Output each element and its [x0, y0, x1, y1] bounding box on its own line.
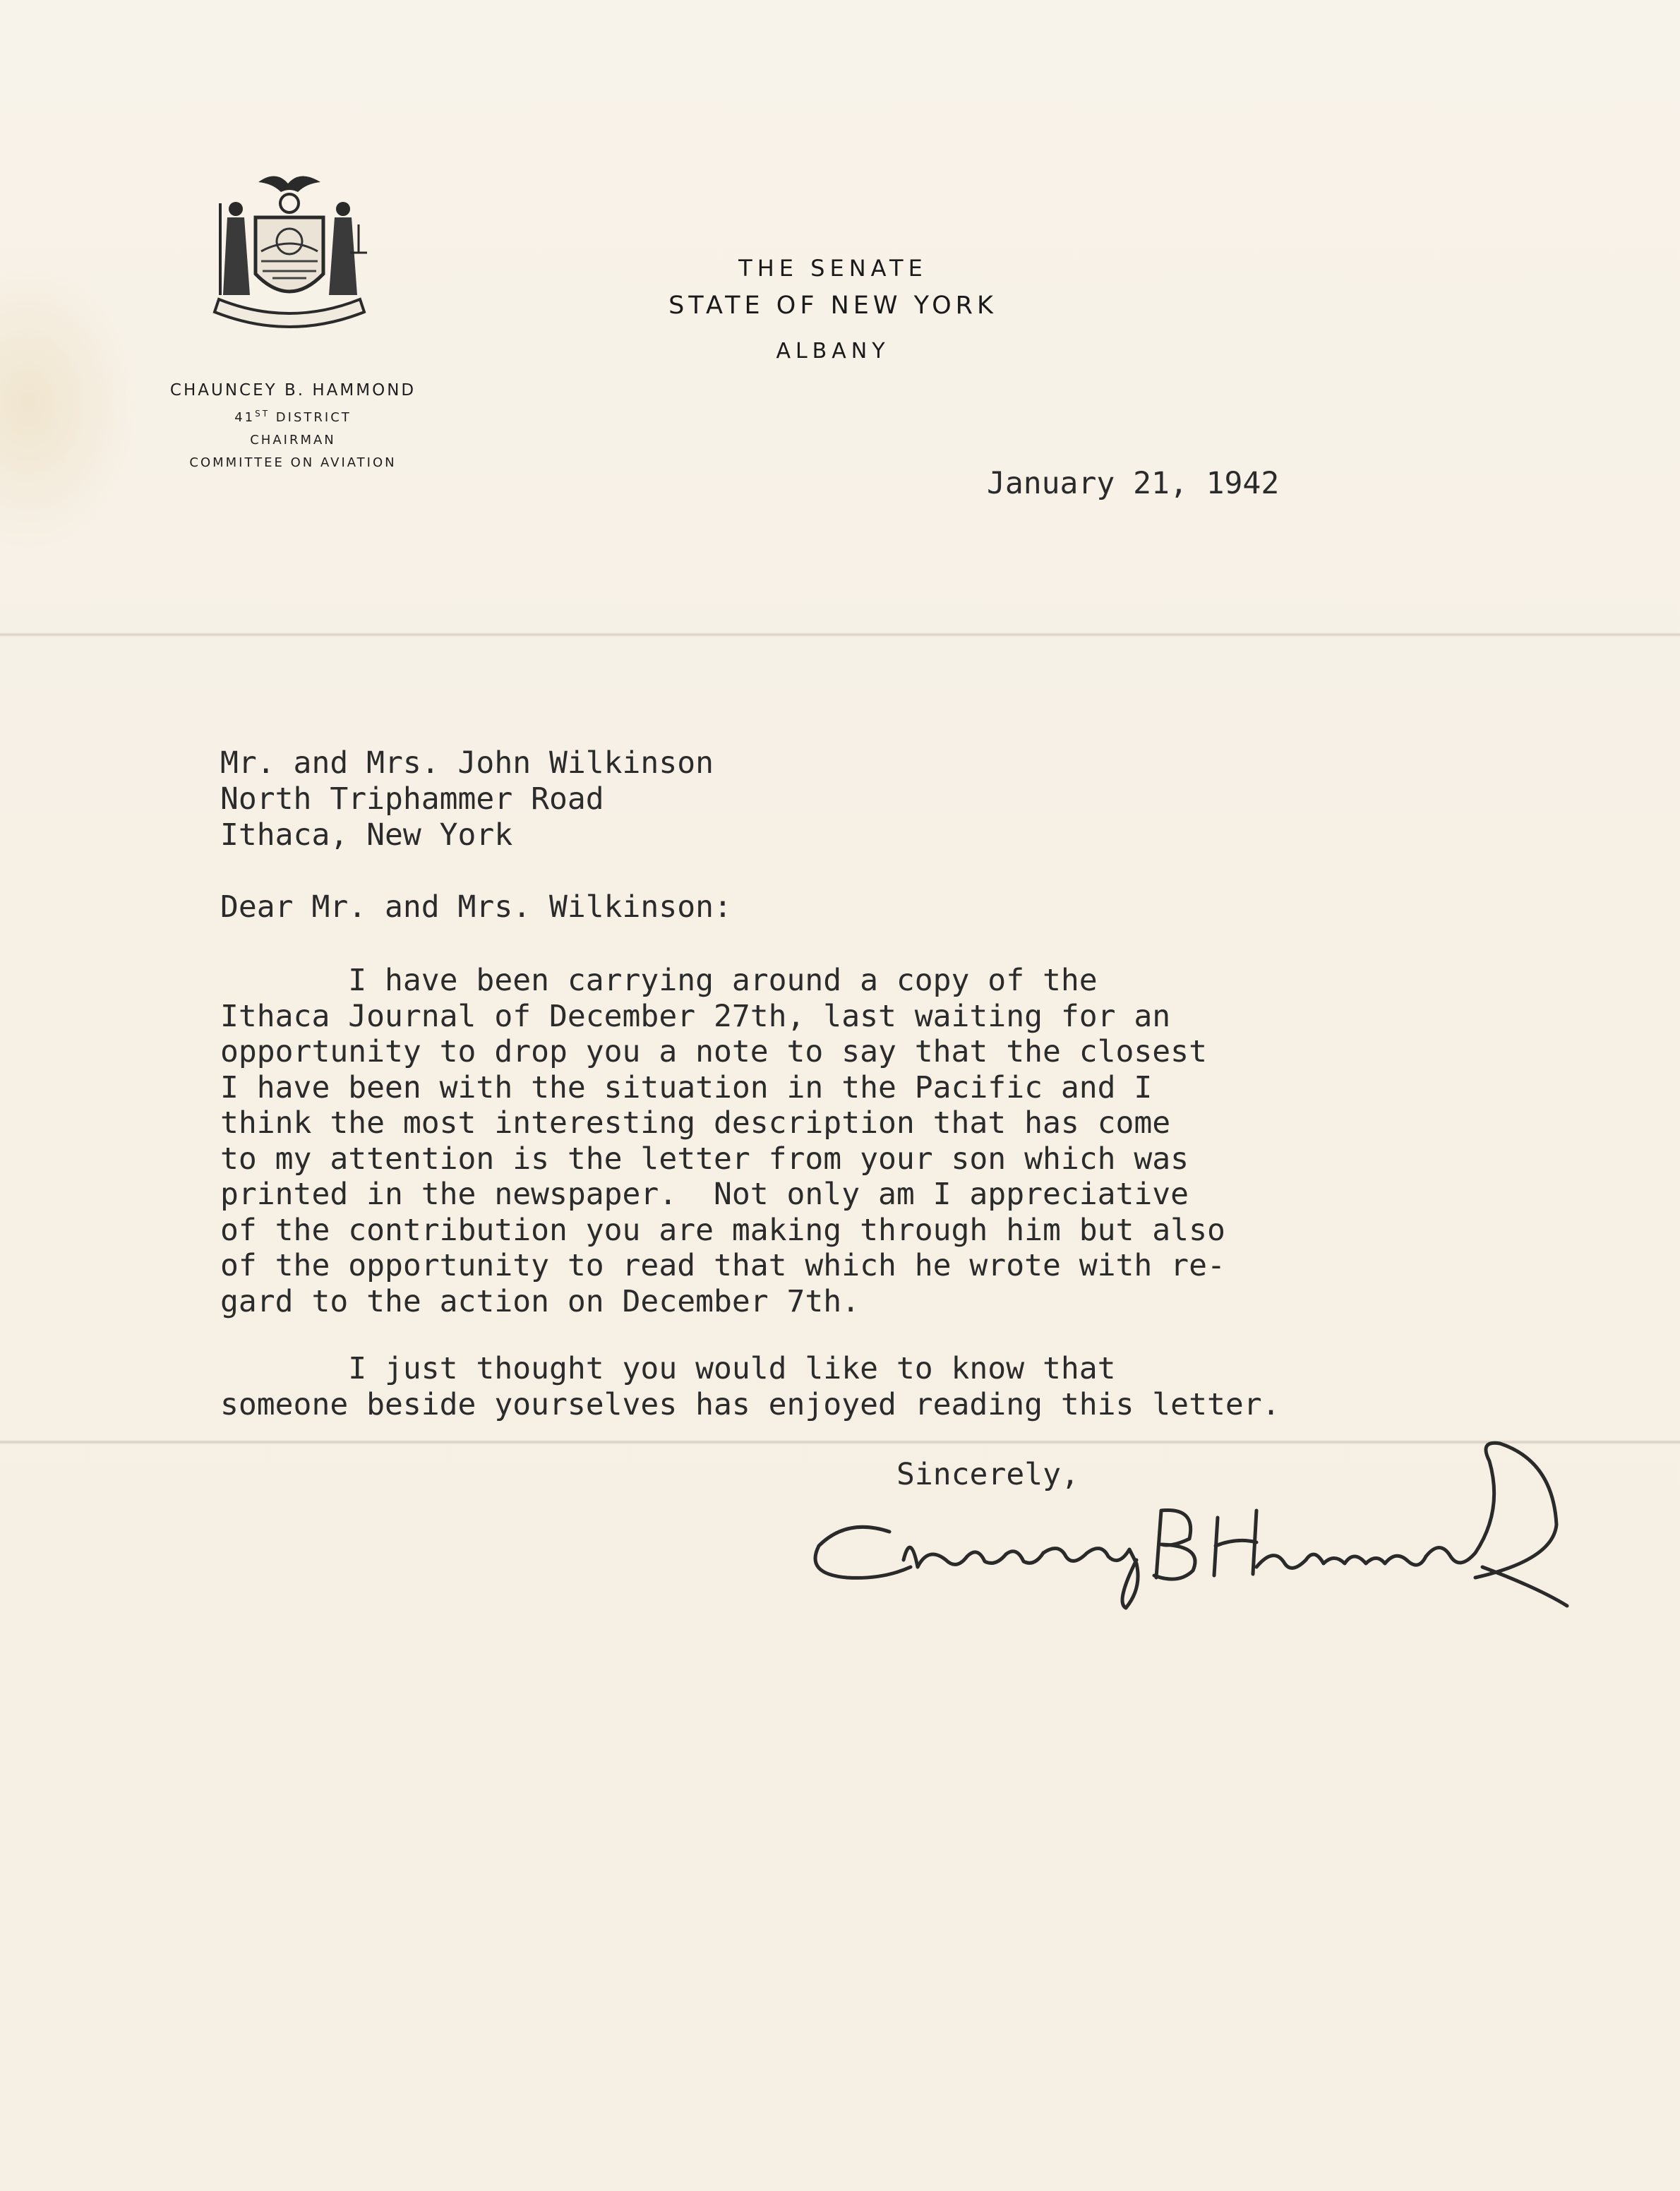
- body-line: Ithaca Journal of December 27th, last waiting for an: [220, 998, 1171, 1034]
- letterhead-chamber: THE SENATE: [738, 255, 928, 282]
- new-york-state-seal-icon: [209, 168, 370, 335]
- letterhead: [565, 253, 1101, 376]
- letterhead-city: ALBANY: [776, 339, 890, 364]
- body-line: think the most interesting description that has come: [220, 1105, 1171, 1141]
- letterhead-state: STATE OF NEW YORK: [668, 292, 997, 320]
- body-line: printed in the newspaper. Not only am I appreciative: [220, 1177, 1189, 1212]
- body-line: I just thought you would like to know that: [220, 1351, 1116, 1386]
- body-line: gard to the action on December 7th.: [220, 1283, 860, 1319]
- body-line: I have been with the situation in the Pacific and I: [220, 1069, 1153, 1105]
- body-line: of the opportunity to read that which he wrote with re-: [220, 1248, 1225, 1283]
- body-line: someone beside yourselves has enjoyed reading this letter.: [220, 1387, 1280, 1422]
- address-line: Ithaca, New York: [220, 817, 513, 853]
- recipient-address: [220, 745, 714, 853]
- sender-district: [127, 402, 459, 429]
- sender-committee: COMMITTEE ON AVIATION: [189, 455, 397, 470]
- sender-block: [127, 378, 459, 474]
- sender-role: CHAIRMAN: [250, 433, 336, 448]
- salutation: Dear Mr. and Mrs. Wilkinson:: [220, 889, 732, 925]
- body-line: of the contribution you are making through him but also: [220, 1212, 1225, 1248]
- address-line: North Triphammer Road: [220, 781, 604, 817]
- district-suffix: ST: [255, 409, 270, 419]
- letter-date: January 21, 1942: [987, 466, 1280, 501]
- address-line: Mr. and Mrs. John Wilkinson: [220, 745, 714, 781]
- district-number: 41: [234, 410, 256, 425]
- sender-name: CHAUNCEY B. HAMMOND: [169, 381, 416, 400]
- body-paragraph-2: [220, 1351, 1280, 1423]
- body-line: opportunity to drop you a note to say that the closest: [220, 1034, 1207, 1069]
- handwritten-signature-icon: [805, 1426, 1574, 1616]
- closing: Sincerely,: [896, 1457, 1079, 1492]
- district-label: DISTRICT: [270, 410, 352, 425]
- paper-fold-upper: [0, 632, 1680, 637]
- paper-stain: [0, 254, 141, 551]
- body-paragraph-1: [220, 963, 1225, 1319]
- body-line: to my attention is the letter from your son which was: [220, 1141, 1189, 1177]
- body-line: I have been carrying around a copy of the: [220, 963, 1098, 998]
